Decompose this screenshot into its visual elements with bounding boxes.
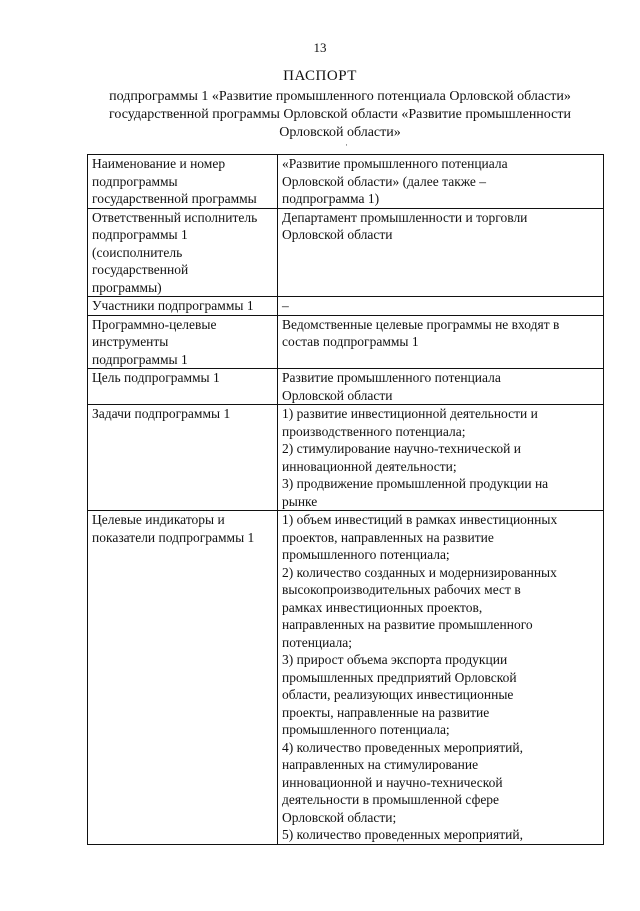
row-label-line: (соисполнитель	[92, 244, 183, 260]
page-number: 13	[313, 40, 327, 55]
row-value-line: 5) количество проведенных мероприятий,	[282, 827, 523, 842]
row-value-line: проекты, направленные на развитие	[282, 704, 490, 720]
row-value-line: 2) количество созданных и модернизированных	[282, 564, 557, 580]
row-value-line: Орловской области	[282, 387, 393, 403]
passport-table	[87, 154, 604, 845]
row-value-line: состав подпрограммы 1	[282, 334, 419, 349]
row-value-line: инновационной деятельности;	[282, 458, 457, 474]
row-value-line: направленных на развитие промышленного	[282, 617, 533, 632]
passport-row	[88, 315, 604, 369]
row-value-line: 4) количество проведенных мероприятий,	[282, 739, 523, 755]
row-label-line: инструменты	[92, 334, 169, 349]
row-value-line: –	[282, 298, 289, 313]
scan-mark: ·	[345, 140, 348, 150]
row-value-line: Орловской области» (далее также –	[282, 173, 487, 189]
passport-row	[88, 155, 604, 209]
row-value-line: производственного потенциала;	[282, 423, 466, 439]
row-value-line: Развитие промышленного потенциала	[282, 370, 501, 385]
row-value-line: Департамент промышленности и торговли	[282, 209, 528, 225]
row-label-line: программы)	[92, 279, 162, 295]
row-value-line: рынке	[282, 493, 318, 509]
row-label-line: Программно-целевые	[92, 316, 217, 332]
row-value-line: потенциала;	[282, 634, 352, 650]
document-title: ПАСПОРТ	[283, 68, 357, 84]
row-value-cell	[278, 511, 604, 845]
passport-row	[88, 405, 604, 511]
row-value-line: области, реализующих инвестиционные	[282, 687, 514, 702]
row-value-line: промышленного потенциала;	[282, 547, 450, 562]
subtitle-line: Орловской области»	[279, 125, 401, 140]
row-value-line: инновационной и научно-технической	[282, 774, 503, 790]
row-value-line: промышленных предприятий Орловской	[282, 669, 517, 685]
row-value-line: Орловской области	[282, 227, 393, 242]
row-value-cell	[278, 369, 604, 405]
row-label-line: подпрограммы 1	[92, 351, 188, 367]
row-value-cell	[278, 155, 604, 209]
row-value-line: 3) продвижение промышленной продукции на	[282, 476, 549, 491]
row-label-line: Целевые индикаторы и	[92, 512, 225, 527]
row-value-line: направленных на стимулирование	[282, 757, 479, 772]
passport-row	[88, 511, 604, 845]
document-subtitle	[40, 88, 640, 142]
row-label-line: показатели подпрограммы 1	[92, 529, 255, 545]
row-label-line: государственной	[92, 262, 189, 277]
row-value-cell	[278, 297, 604, 316]
row-label-line: подпрограммы	[92, 173, 178, 189]
row-label-line: Ответственный исполнитель	[92, 209, 258, 225]
passport-row	[88, 297, 604, 316]
subtitle-line: подпрограммы 1 «Развитие промышленного потенциала Орловской области»	[109, 89, 571, 104]
row-value-line: «Развитие промышленного потенциала	[282, 156, 508, 171]
row-value-cell	[278, 208, 604, 297]
row-label-line: Наименование и номер	[92, 156, 226, 171]
row-value-line: высокопроизводительных рабочих мест в	[282, 582, 521, 597]
row-value-line: 2) стимулирование научно-технической и	[282, 441, 521, 456]
row-value-line: подпрограмма 1)	[282, 191, 380, 206]
row-value-line: Ведомственные целевые программы не входят в	[282, 316, 560, 332]
row-label-line: подпрограммы 1	[92, 227, 188, 242]
row-label-cell	[88, 208, 278, 297]
row-label-cell	[88, 315, 278, 369]
row-label-cell	[88, 369, 278, 405]
row-value-line: рамках инвестиционных проектов,	[282, 599, 483, 615]
row-value-line: 1) объем инвестиций в рамках инвестиционных	[282, 512, 558, 527]
subtitle-line: государственной программы Орловской области «Развитие промышленности	[109, 107, 571, 122]
row-value-cell	[278, 315, 604, 369]
row-label-line: государственной программы	[92, 191, 257, 206]
row-value-line: проектов, направленных на развитие	[282, 529, 494, 545]
row-label-line: Задачи подпрограммы 1	[92, 406, 231, 421]
row-label-cell	[88, 155, 278, 209]
passport-row	[88, 208, 604, 297]
row-label-cell	[88, 297, 278, 316]
row-value-cell	[278, 405, 604, 511]
row-label-cell	[88, 511, 278, 845]
row-value-line: деятельности в промышленной сфере	[282, 792, 500, 807]
passport-row	[88, 369, 604, 405]
row-value-line: промышленного потенциала;	[282, 722, 450, 737]
row-value-line: 3) прирост объема экспорта продукции	[282, 652, 508, 667]
row-value-line: 1) развитие инвестиционной деятельности и	[282, 406, 538, 421]
row-value-line: Орловской области;	[282, 809, 397, 825]
row-label-line: Участники подпрограммы 1	[92, 298, 254, 313]
row-label-cell	[88, 405, 278, 511]
row-label-line: Цель подпрограммы 1	[92, 370, 220, 385]
